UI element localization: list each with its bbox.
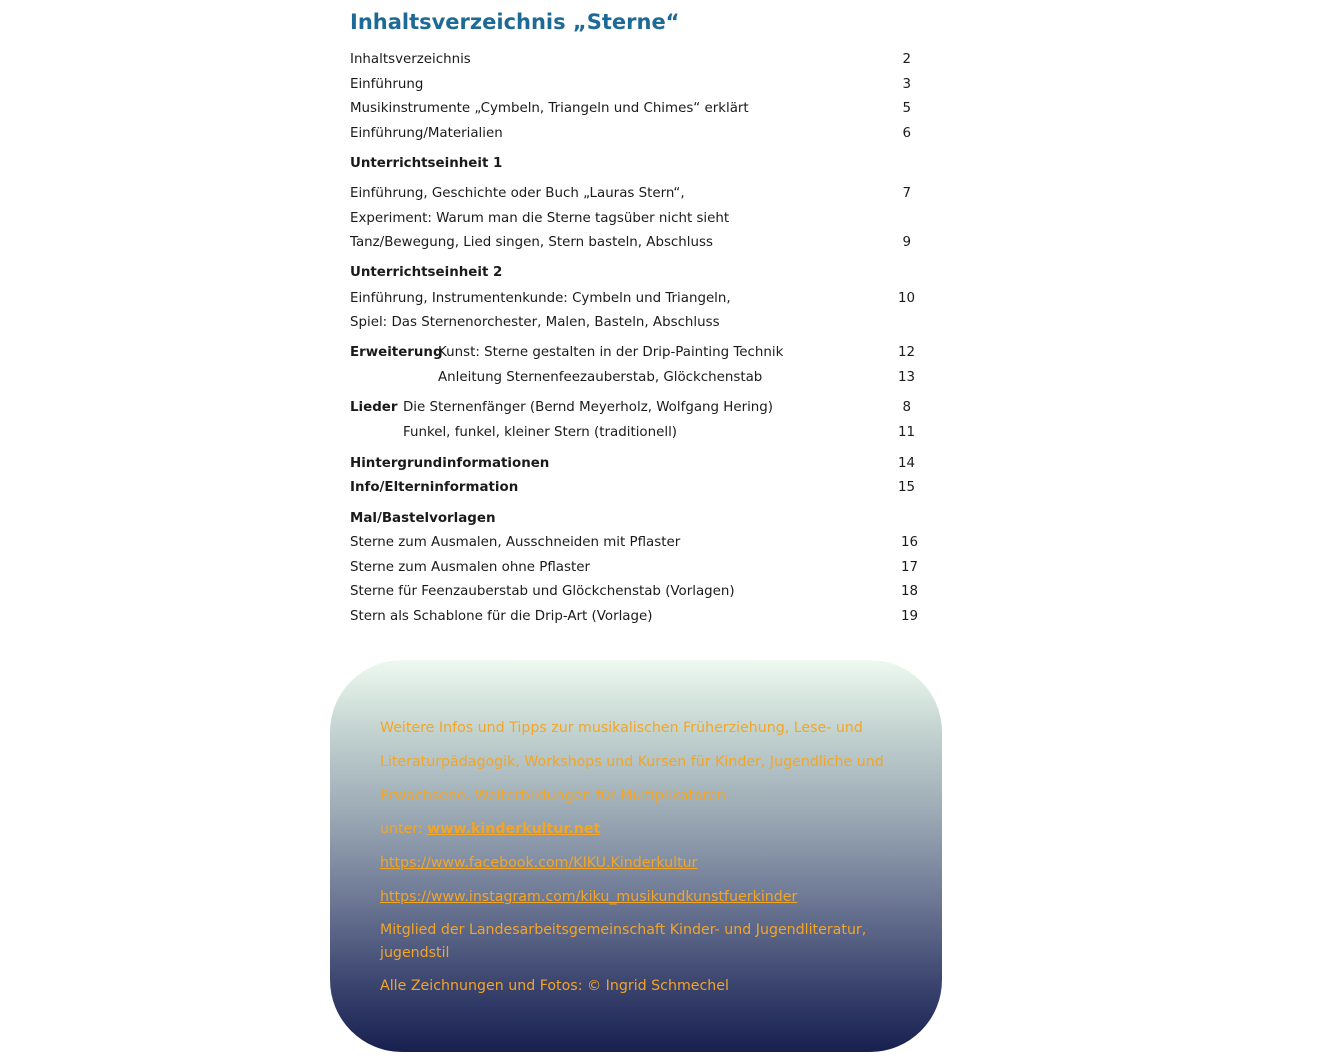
toc-entry: Spiel: Das Sternenorchester, Malen, Basteln, Abschluss <box>350 315 720 330</box>
toc-page-number: 8 <box>902 400 911 415</box>
section-heading-songs: Lieder <box>350 400 398 415</box>
toc-entry: Funkel, funkel, kleiner Stern (traditionell) <box>403 425 678 440</box>
member-text-line: jugendstil <box>380 945 450 961</box>
facebook-link[interactable]: https://www.facebook.com/KIKU.Kinderkultur <box>380 855 698 871</box>
info-text-line: Weitere Infos und Tipps zur musikalischen Früherziehung, Lese- und <box>380 720 863 736</box>
toc-page-number: 10 <box>897 291 915 306</box>
toc-entry: Einführung, Geschichte oder Buch „Lauras Stern“, <box>350 186 685 201</box>
toc-page-number: 17 <box>900 560 918 575</box>
credits-text: Alle Zeichnungen und Fotos: © Ingrid Schmechel <box>380 978 729 994</box>
toc-page-number: 5 <box>902 101 911 116</box>
section-heading-parents: Info/Elterninformation <box>350 480 519 495</box>
member-text-line: Mitglied der Landesarbeitsgemeinschaft Kinder- und Jugendliteratur, <box>380 922 867 938</box>
toc-page-number: 9 <box>902 235 911 250</box>
instagram-line <box>380 886 797 908</box>
toc-entry: Einführung <box>350 77 424 92</box>
website-link[interactable]: www.kinderkultur.net <box>427 821 601 837</box>
section-heading-unit-1: Unterrichtseinheit 1 <box>350 156 503 171</box>
toc-entry: Stern als Schablone für die Drip-Art (Vorlage) <box>350 609 653 624</box>
toc-entry: Sterne zum Ausmalen, Ausschneiden mit Pflaster <box>350 535 681 550</box>
toc-page-number: 11 <box>897 425 915 440</box>
toc-page-number: 6 <box>902 126 911 141</box>
toc-page-number: 19 <box>900 609 918 624</box>
toc-page-number: 12 <box>897 345 915 360</box>
toc-page-number: 15 <box>897 480 915 495</box>
toc-page-number: 16 <box>900 535 918 550</box>
toc-page-number: 2 <box>902 52 911 67</box>
toc-entry: Anleitung Sternenfeezauberstab, Glöckchenstab <box>438 370 763 385</box>
toc-page-number: 7 <box>902 186 911 201</box>
toc-entry: Die Sternenfänger (Bernd Meyerholz, Wolfgang Hering) <box>403 400 774 415</box>
instagram-link[interactable]: https://www.instagram.com/kiku_musikundkunstfuerkinder <box>380 889 798 905</box>
toc-entry: Musikinstrumente „Cymbeln, Triangeln und Chimes“ erklärt <box>350 101 749 116</box>
toc-entry: Experiment: Warum man die Sterne tagsüber nicht sieht <box>350 211 730 226</box>
toc-page-number: 13 <box>897 370 915 385</box>
toc-entry: Sterne für Feenzauberstab und Glöckchenstab (Vorlagen) <box>350 584 735 599</box>
website-line <box>380 818 600 840</box>
section-heading-unit-2: Unterrichtseinheit 2 <box>350 265 503 280</box>
info-text-line: Literaturpädagogik, Workshops und Kursen für Kinder, Jugendliche und <box>380 754 884 770</box>
toc-page-number: 18 <box>900 584 918 599</box>
unter-label: unter: <box>380 821 428 837</box>
info-text-line: Erwachsene, Weiterbildungen für Multiplikatoren <box>380 788 726 804</box>
facebook-line <box>380 852 697 874</box>
section-heading-extension: Erweiterung <box>350 345 443 360</box>
toc-page-number: 3 <box>902 77 911 92</box>
section-heading-templates: Mal/Bastelvorlagen <box>350 511 496 526</box>
toc-page-number: 14 <box>897 456 915 471</box>
toc-entry: Einführung, Instrumentenkunde: Cymbeln und Triangeln, <box>350 291 731 306</box>
section-heading-background: Hintergrundinformationen <box>350 456 550 471</box>
toc-entry: Inhaltsverzeichnis <box>350 52 471 67</box>
toc-entry: Sterne zum Ausmalen ohne Pflaster <box>350 560 590 575</box>
toc-entry: Tanz/Bewegung, Lied singen, Stern basteln, Abschluss <box>350 235 713 250</box>
toc-entry: Einführung/Materialien <box>350 126 503 141</box>
toc-entry: Kunst: Sterne gestalten in der Drip-Painting Technik <box>438 345 784 360</box>
page-title: Inhaltsverzeichnis „Sterne“ <box>350 10 680 34</box>
